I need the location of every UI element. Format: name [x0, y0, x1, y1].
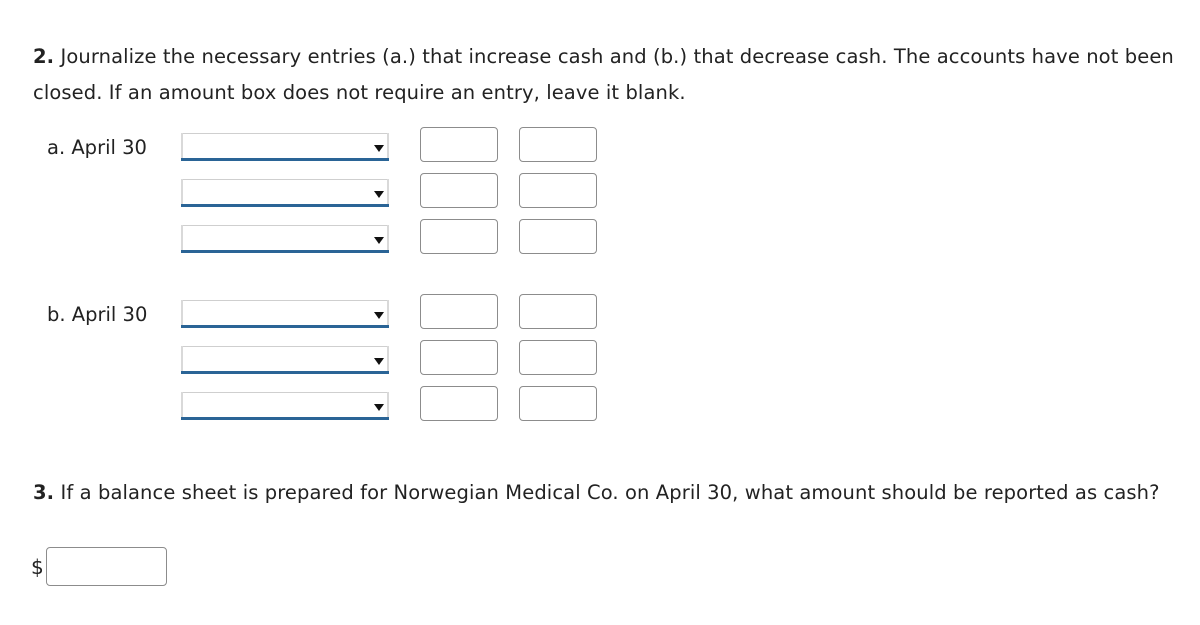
entry-b-row3-debit-input[interactable]	[420, 386, 498, 421]
caret-down-icon	[374, 358, 384, 365]
entry-b-row1-debit-input[interactable]	[420, 294, 498, 329]
entry-a-date-label: a. April 30	[47, 136, 147, 159]
cash-amount-input[interactable]	[46, 547, 167, 586]
caret-down-icon	[374, 404, 384, 411]
entry-a-row1-credit-input[interactable]	[519, 127, 597, 162]
question-2-number: 2.	[33, 45, 55, 68]
entry-b-row2-account-dropdown[interactable]	[181, 346, 389, 374]
question-2-text	[33, 39, 1193, 111]
caret-down-icon	[374, 312, 384, 319]
entry-a-row2-credit-input[interactable]	[519, 173, 597, 208]
question-3-number: 3.	[33, 481, 55, 504]
entry-a-row2-debit-input[interactable]	[420, 173, 498, 208]
entry-a-row3-account-dropdown[interactable]	[181, 225, 389, 253]
question-3-text	[33, 475, 1183, 511]
entry-b-row3-account-dropdown[interactable]	[181, 392, 389, 420]
entry-a-row3-credit-input[interactable]	[519, 219, 597, 254]
entry-b-row1-credit-input[interactable]	[519, 294, 597, 329]
caret-down-icon	[374, 237, 384, 244]
entry-b-row2-debit-input[interactable]	[420, 340, 498, 375]
entry-b-row2-credit-input[interactable]	[519, 340, 597, 375]
question-3-prompt: If a balance sheet is prepared for Norwegian Medical Co. on April 30, what amount should be reported as cash?	[60, 481, 1160, 504]
entry-b-row3-credit-input[interactable]	[519, 386, 597, 421]
entry-b-row1-account-dropdown[interactable]	[181, 300, 389, 328]
question-2-instructions: Journalize the necessary entries (a.) that increase cash and (b.) that decrease cash. The accounts have not been closed. If an amount box does not require an entry, leave it blank.	[33, 45, 1174, 104]
caret-down-icon	[374, 145, 384, 152]
dollar-sign-icon: $	[31, 555, 44, 579]
entry-a-row1-account-dropdown[interactable]	[181, 133, 389, 161]
entry-b-date-label: b. April 30	[47, 303, 148, 326]
entry-a-row1-debit-input[interactable]	[420, 127, 498, 162]
caret-down-icon	[374, 191, 384, 198]
entry-a-row3-debit-input[interactable]	[420, 219, 498, 254]
entry-a-row2-account-dropdown[interactable]	[181, 179, 389, 207]
